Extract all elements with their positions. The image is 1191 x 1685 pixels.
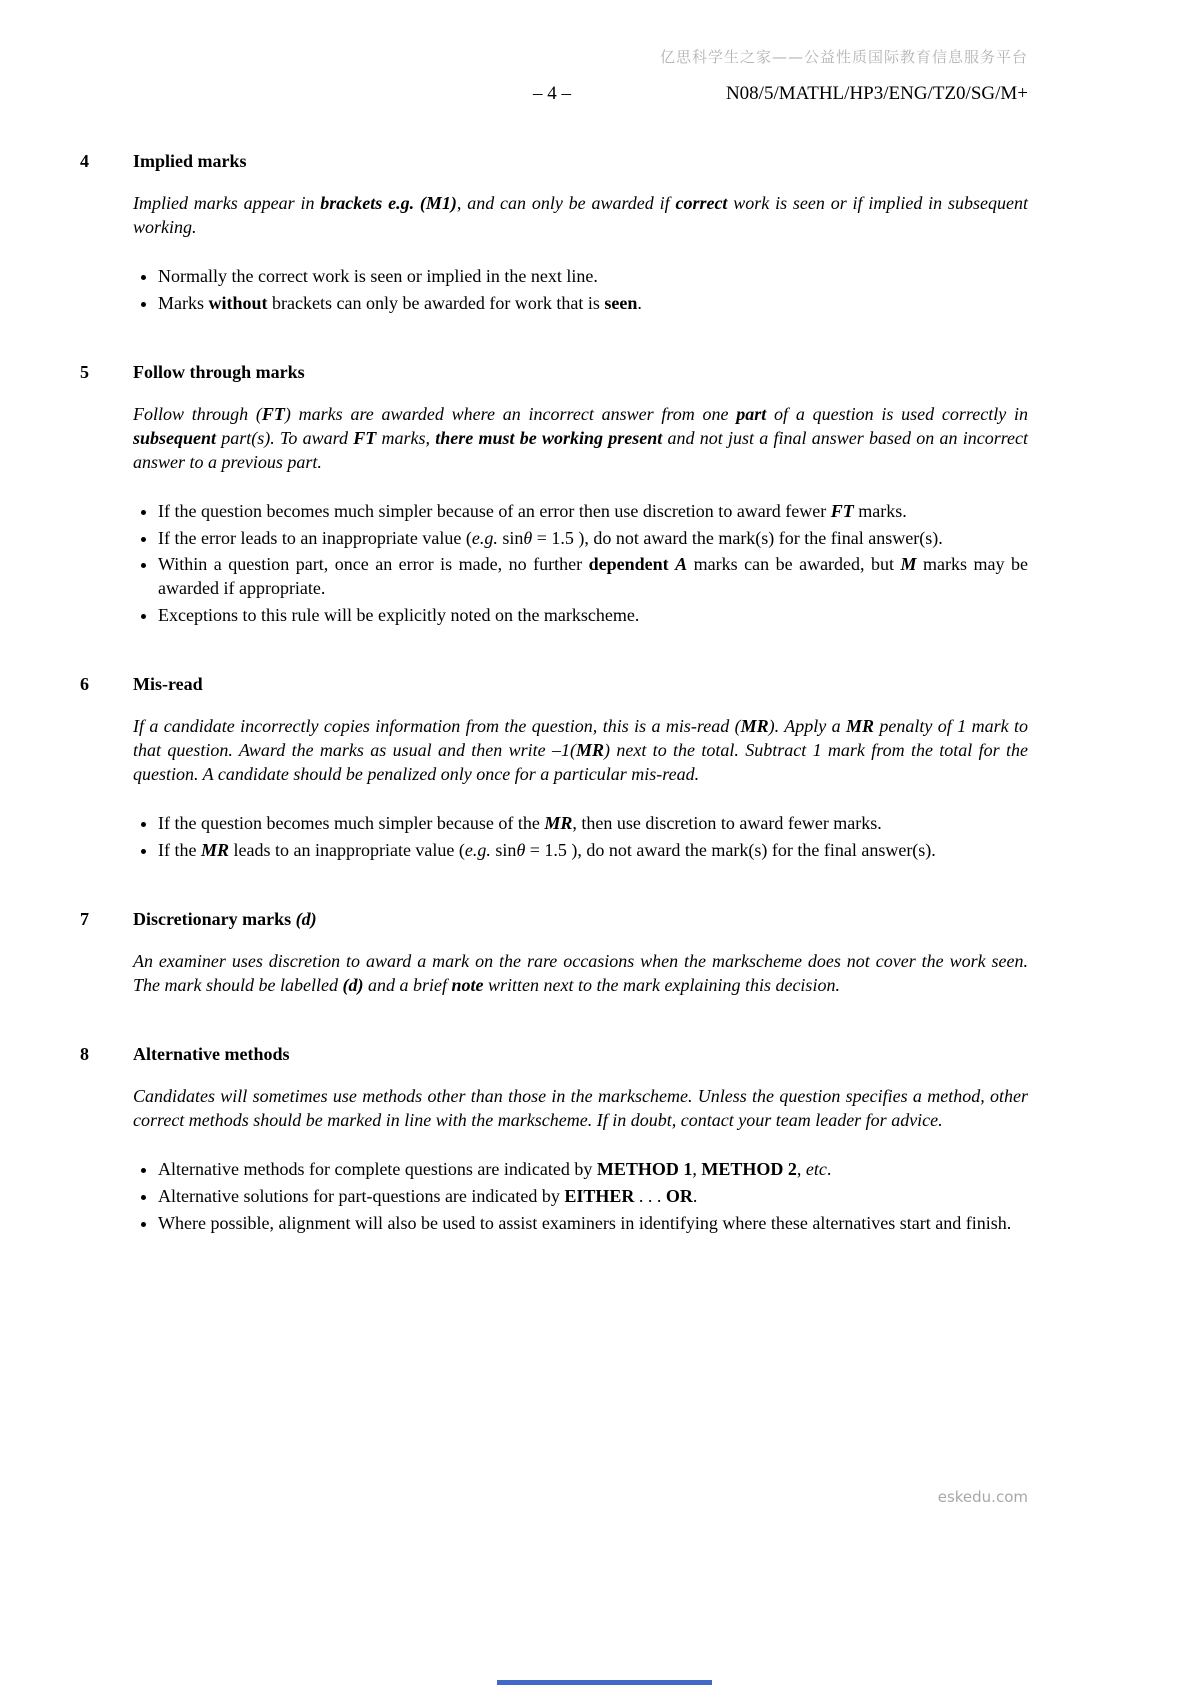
text-run: part [736, 403, 767, 424]
section [80, 908, 1028, 998]
section-intro [133, 403, 1028, 475]
text-run: If the question becomes much simpler because of the [158, 813, 545, 834]
text-run: Marks [158, 292, 209, 313]
text-run: θ [516, 840, 526, 860]
section-title [133, 674, 203, 694]
text-run: OR [665, 1185, 693, 1206]
text-run: , and can only be awarded if [456, 193, 676, 213]
section [80, 151, 1028, 316]
section-title [133, 909, 317, 929]
bullet-list [133, 265, 1028, 316]
section-heading [80, 674, 1028, 695]
text-run: If a candidate incorrectly copies information from the question, this is a mis-read ( [133, 716, 741, 737]
text-run: MR [846, 716, 875, 737]
text-run: METHOD 2 [701, 1158, 797, 1179]
text-run: Implied marks appear in [133, 193, 321, 213]
footer-watermark: eskedu.com [937, 1488, 1028, 1506]
text-run: brackets can only be awarded for work that is [267, 292, 605, 313]
text-run: marks can be awarded, but [687, 554, 901, 575]
text-run: M [900, 554, 917, 575]
bullet-item [158, 604, 1028, 628]
text-run: part(s). To award [216, 427, 354, 448]
bullet-list [133, 500, 1028, 629]
bottom-blue-bar [497, 1680, 712, 1685]
text-run: FT [830, 500, 854, 521]
text-run: MR [200, 840, 229, 860]
section-heading [80, 361, 1028, 383]
bullet-item [158, 553, 1028, 601]
text-run: work is seen or if implied in subsequent working. [133, 193, 1028, 237]
bullet-item [158, 812, 1028, 836]
text-run: = 1.5 ), do not award the mark(s) for the final answer(s). [532, 527, 943, 548]
text-run: . [826, 1158, 832, 1179]
text-run: and not just a final answer based on an incorrect answer to a previous part. [133, 427, 1029, 472]
section-title [133, 362, 305, 382]
section-number: 4 [80, 151, 89, 171]
text-run: Within a question part, once an error is made, no further [158, 554, 589, 575]
text-run: (d) [295, 908, 317, 929]
text-run: etc [805, 1158, 827, 1179]
section-intro [133, 715, 1028, 787]
text-run: FT [261, 403, 285, 424]
text-run: marks. [853, 500, 907, 521]
bullet-item [158, 500, 1028, 524]
page-header [133, 83, 1028, 109]
text-run: leads to an inappropriate value ( [229, 840, 465, 860]
bullet-item [158, 839, 1028, 863]
text-run: Implied marks [133, 151, 247, 171]
text-run: MR [544, 813, 573, 834]
text-run: ). Apply a [768, 716, 846, 737]
text-run: written next to the mark explaining this decision. [483, 974, 840, 995]
section [80, 674, 1028, 863]
text-run: Candidates will sometimes use methods other than those in the markscheme. Unless the question specifies a method, other correct methods should be marked in line with the markscheme. If in doubt, contact your team leader for advice. [133, 1085, 1028, 1130]
text-run: without [208, 292, 268, 313]
section-intro [133, 950, 1028, 998]
section-heading [80, 151, 1028, 172]
text-run: MR [740, 716, 769, 737]
text-run: ) next to the total. Subtract 1 mark from the total for the question. A candidate should be penalized only once for a particular mis-read. [133, 740, 1028, 785]
bullet-list [133, 1158, 1028, 1236]
text-run: Alternative methods for complete questions are indicated by [158, 1158, 597, 1179]
text-run: e.g. [471, 527, 498, 548]
text-run: brackets e.g. (M1) [320, 193, 457, 213]
sections [80, 151, 1029, 1236]
text-run: A [675, 554, 688, 575]
text-run: (d) [342, 974, 364, 995]
section [80, 1043, 1028, 1236]
text-run: ) marks are awarded where an incorrect answer from one [284, 403, 737, 424]
top-watermark: 亿思科学生之家——公益性质国际教育信息服务平台 [659, 48, 1028, 66]
bullet-item [158, 265, 1028, 289]
text-run: . [637, 292, 642, 313]
text-run: An examiner uses discretion to award a mark on the rare occasions when the markscheme does not cover the work seen. The mark should be labelled [133, 950, 1028, 995]
text-run: θ [523, 527, 533, 548]
text-run: Mis-read [133, 674, 203, 695]
text-run: Alternative solutions for part-questions are indicated by [158, 1185, 565, 1206]
text-run: Where possible, alignment will also be used to assist examiners in identifying where these alternatives start and finish. [158, 1212, 1012, 1233]
section-title [133, 151, 247, 171]
section-heading [80, 908, 1028, 930]
bullet-item [158, 1185, 1028, 1209]
text-run: . [692, 1185, 698, 1206]
text-run: and a brief [363, 974, 452, 995]
section-intro [133, 1085, 1028, 1133]
text-run: of a question is used correctly in [766, 403, 1028, 424]
text-run: Alternative methods [133, 1043, 290, 1064]
bullet-item [158, 292, 1028, 316]
text-run: dependent [588, 554, 669, 575]
document-code: N08/5/MATHL/HP3/ENG/TZ0/SG/M+ [725, 83, 1028, 104]
text-run: If the error leads to an inappropriate value ( [158, 527, 472, 548]
text-run: sin [490, 840, 517, 860]
text-run: , [692, 1158, 702, 1179]
text-run: , then use discretion to award fewer marks. [572, 813, 882, 834]
text-run: , [796, 1158, 806, 1179]
bullet-item [158, 1158, 1028, 1182]
text-run: Follow through marks [133, 361, 305, 382]
text-run: e.g. [464, 840, 491, 860]
text-run: METHOD 1 [596, 1158, 693, 1179]
text-run: = 1.5 ), do not award the mark(s) for the final answer(s). [525, 840, 936, 860]
text-run: Exceptions to this rule will be explicitly noted on the markscheme. [158, 605, 640, 626]
text-run: FT [353, 427, 377, 448]
section-heading [80, 1043, 1028, 1065]
text-run: correct [675, 193, 728, 213]
section-number: 6 [80, 674, 89, 695]
section-number: 7 [80, 908, 89, 929]
section-intro [133, 192, 1028, 240]
text-run: marks, [376, 427, 436, 448]
bullet-list [133, 812, 1028, 863]
text-run: Follow through ( [133, 403, 262, 424]
bullet-item [158, 527, 1028, 551]
section-number: 5 [80, 361, 89, 382]
text-run: marks may be awarded if appropriate. [158, 554, 1029, 599]
section-title [133, 1044, 289, 1064]
text-run: note [451, 974, 484, 995]
text-run: If the [158, 840, 201, 860]
text-run: Discretionary marks [133, 908, 296, 929]
section-number: 8 [80, 1043, 89, 1064]
text-run: penalty of 1 mark to that question. Award the marks as usual and then write –1( [133, 716, 1028, 761]
bullet-item [158, 1212, 1028, 1236]
text-run: . . . [634, 1185, 666, 1206]
text-run: EITHER [564, 1185, 635, 1206]
text-run: Normally the correct work is seen or implied in the next line. [158, 265, 598, 286]
section [80, 361, 1029, 629]
text-run: seen [604, 292, 638, 313]
page-number: – 4 – [533, 83, 571, 104]
text-run: If the question becomes much simpler because of an error then use discretion to award fewer [158, 500, 831, 521]
text-run: there must be working present [435, 427, 663, 448]
text-run: sin [497, 527, 524, 548]
text-run: subsequent [133, 427, 217, 448]
text-run: MR [576, 740, 605, 761]
